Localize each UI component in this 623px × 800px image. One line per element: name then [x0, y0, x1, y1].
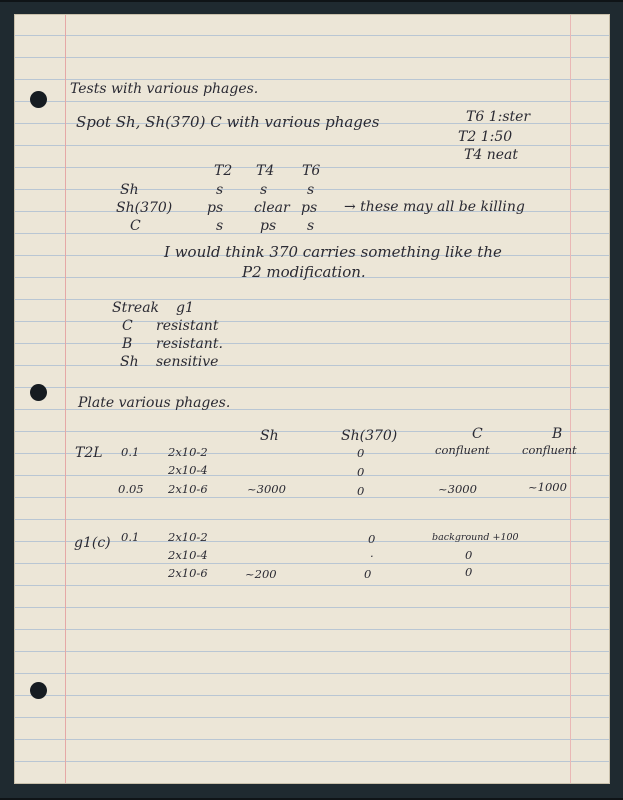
- streak-strain: C: [122, 318, 133, 334]
- plate-c: ~3000: [438, 482, 477, 496]
- spot-row-strain: C: [130, 218, 141, 234]
- streak-header-phage: g1: [176, 300, 194, 316]
- plate-dilution: 2x10-2: [168, 530, 208, 544]
- plate-col-c: C: [472, 426, 483, 442]
- dilution-t2: T2 1:50: [458, 129, 513, 145]
- dilution-t6: T6 1:ster: [466, 109, 531, 125]
- spot-cell: s: [216, 218, 224, 234]
- streak-result: resistant: [156, 318, 219, 334]
- spot-comment-line2: P2 modification.: [242, 263, 366, 281]
- plate-dilution: 2x10-6: [168, 482, 208, 496]
- streak-strain: B: [122, 336, 133, 352]
- spot-cell: s: [216, 182, 224, 198]
- plate-col-sh: Sh: [260, 428, 279, 444]
- spot-cell: s: [260, 182, 268, 198]
- plate-dilution: 2x10-4: [168, 548, 208, 562]
- spot-col-t4: T4: [256, 163, 275, 179]
- plate-dilution: 2x10-6: [168, 566, 208, 580]
- spot-cell: clear: [254, 200, 290, 216]
- plate-phage: g1(c): [74, 535, 111, 551]
- plate-phage: T2L: [75, 445, 103, 461]
- plate-c: background +100: [432, 532, 519, 543]
- spot-cell: s: [307, 218, 315, 234]
- plate-dilution: 2x10-2: [168, 445, 208, 459]
- punch-hole-middle: [30, 384, 47, 401]
- plate-sh370: 0: [357, 465, 365, 479]
- plate-c: 0: [465, 548, 473, 562]
- spot-cell: s: [307, 182, 315, 198]
- plate-volume: 0.05: [118, 482, 144, 496]
- plate-sh: ~3000: [247, 482, 286, 496]
- scan-edge-top: [0, 0, 623, 2]
- spot-col-t6: T6: [302, 163, 321, 179]
- plate-sh370: 0: [368, 532, 376, 546]
- plate-b: ~1000: [528, 480, 567, 494]
- spot-note: → these may all be killing: [344, 199, 525, 215]
- page-heading: Tests with various phages.: [70, 81, 259, 97]
- spot-cell: ps: [207, 200, 224, 216]
- plate-dilution: 2x10-4: [168, 463, 208, 477]
- spot-row-strain: Sh: [120, 182, 139, 198]
- plate-b: confluent: [522, 443, 577, 457]
- plate-sh: ~200: [245, 567, 277, 581]
- streak-header-label: Streak: [112, 300, 160, 316]
- plate-volume: 0.1: [121, 445, 140, 459]
- streak-result: resistant.: [156, 336, 223, 352]
- notebook-sheet: [14, 14, 610, 784]
- spot-test-line: Spot Sh, Sh(370) C with various phages: [76, 113, 380, 131]
- plate-volume: 0.1: [121, 530, 140, 544]
- dilution-t4: T4 neat: [464, 147, 518, 163]
- streak-result: sensitive: [156, 354, 219, 370]
- plate-sh370: 0: [357, 446, 365, 460]
- spot-cell: ps: [260, 218, 277, 234]
- plate-c: 0: [465, 565, 473, 579]
- spot-row-strain: Sh(370): [116, 200, 173, 216]
- spot-cell: ps: [301, 200, 318, 216]
- streak-strain: Sh: [120, 354, 139, 370]
- punch-hole-bottom: [30, 682, 47, 699]
- spot-comment-line1: I would think 370 carries something like the: [164, 243, 502, 261]
- plate-test-title: Plate various phages.: [78, 395, 231, 411]
- plate-col-b: B: [552, 426, 563, 442]
- plate-sh370: .: [370, 546, 374, 560]
- plate-sh370: 0: [364, 567, 372, 581]
- spot-col-t2: T2: [214, 163, 233, 179]
- plate-c: confluent: [435, 443, 490, 457]
- punch-hole-top: [30, 91, 47, 108]
- plate-sh370: 0: [357, 484, 365, 498]
- plate-col-sh370: Sh(370): [341, 428, 398, 444]
